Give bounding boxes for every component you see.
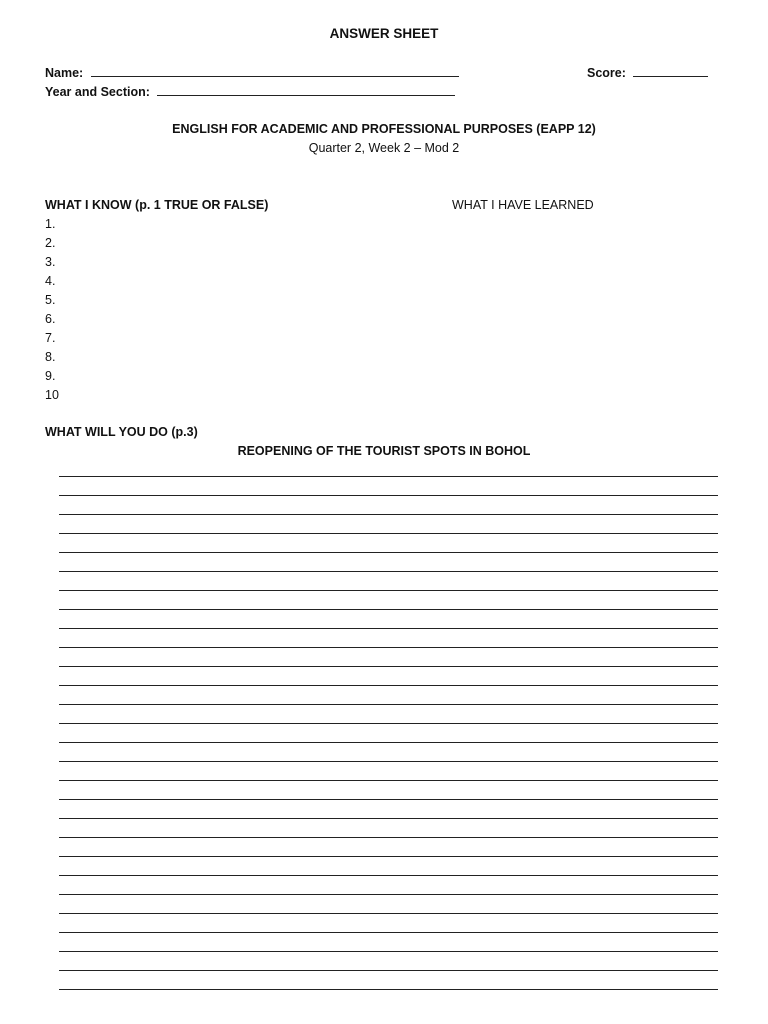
writing-line[interactable] (59, 989, 718, 990)
score-label: Score: (587, 66, 626, 80)
writing-line[interactable] (59, 837, 718, 838)
answer-item-5: 5. (45, 293, 56, 307)
name-field[interactable] (91, 65, 459, 77)
writing-line[interactable] (59, 685, 718, 686)
score-row (587, 65, 708, 80)
answer-item-10: 10 (45, 388, 59, 402)
writing-line[interactable] (59, 856, 718, 857)
writing-line[interactable] (59, 495, 718, 496)
writing-line[interactable] (59, 799, 718, 800)
writing-line[interactable] (59, 514, 718, 515)
writing-line[interactable] (59, 723, 718, 724)
writing-line[interactable] (59, 666, 718, 667)
writing-line[interactable] (59, 742, 718, 743)
answer-item-7: 7. (45, 331, 56, 345)
writing-line[interactable] (59, 970, 718, 971)
subject-title: ENGLISH FOR ACADEMIC AND PROFESSIONAL PURPOSES (EAPP 12) (172, 122, 596, 136)
writing-line[interactable] (59, 533, 718, 534)
writing-line[interactable] (59, 609, 718, 610)
year-section-row (45, 84, 455, 99)
subject-quarter: Quarter 2, Week 2 – Mod 2 (308, 141, 460, 155)
writing-line[interactable] (59, 761, 718, 762)
answer-item-3: 3. (45, 255, 56, 269)
answer-item-2: 2. (45, 236, 56, 250)
essay-subtitle: REOPENING OF THE TOURIST SPOTS IN BOHOL (237, 444, 531, 458)
writing-line[interactable] (59, 951, 718, 952)
writing-line[interactable] (59, 704, 718, 705)
page-title: ANSWER SHEET (329, 26, 439, 41)
writing-line[interactable] (59, 913, 718, 914)
writing-line[interactable] (59, 552, 718, 553)
writing-line[interactable] (59, 628, 718, 629)
writing-line[interactable] (59, 590, 718, 591)
year-section-field[interactable] (157, 84, 455, 96)
what-i-know-heading: WHAT I KNOW (p. 1 TRUE OR FALSE) (45, 198, 269, 212)
writing-line[interactable] (59, 780, 718, 781)
writing-line[interactable] (59, 875, 718, 876)
answer-item-6: 6. (45, 312, 56, 326)
answer-item-4: 4. (45, 274, 56, 288)
answer-item-9: 9. (45, 369, 56, 383)
score-field[interactable] (633, 65, 708, 77)
writing-line[interactable] (59, 818, 718, 819)
writing-line[interactable] (59, 894, 718, 895)
year-section-label: Year and Section: (45, 85, 150, 99)
answer-item-1: 1. (45, 217, 56, 231)
writing-line[interactable] (59, 932, 718, 933)
name-label: Name: (45, 66, 84, 80)
answer-item-8: 8. (45, 350, 56, 364)
writing-line[interactable] (59, 476, 718, 477)
writing-line[interactable] (59, 571, 718, 572)
writing-line[interactable] (59, 647, 718, 648)
what-will-you-do-heading: WHAT WILL YOU DO (p.3) (45, 425, 198, 439)
what-i-have-learned-heading: WHAT I HAVE LEARNED (452, 198, 594, 212)
name-row (45, 65, 459, 80)
